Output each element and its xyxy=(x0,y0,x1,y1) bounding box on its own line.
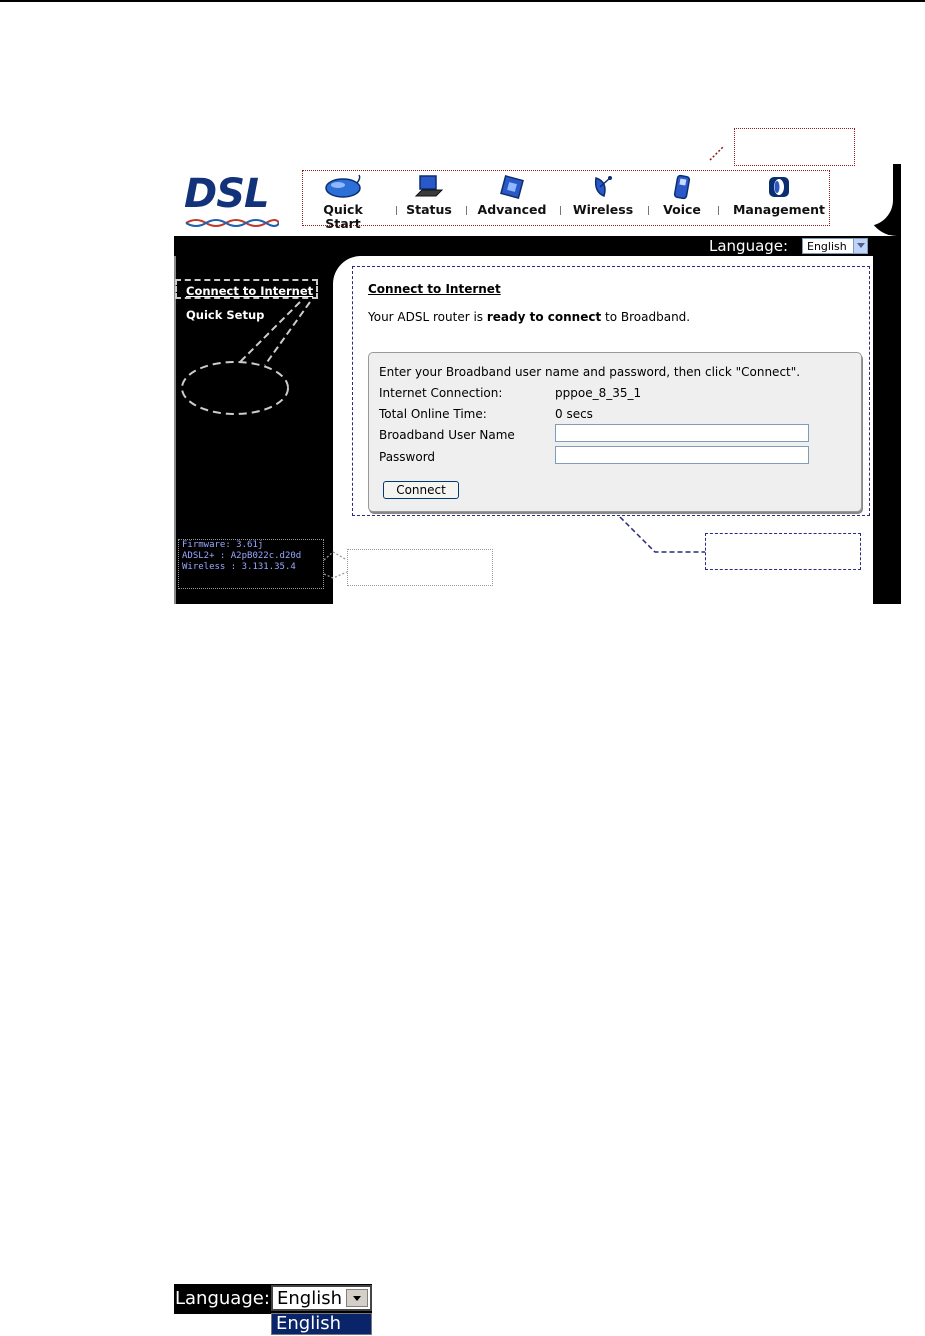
connect-button[interactable]: Connect xyxy=(383,481,459,499)
excerpt-language-option[interactable] xyxy=(271,1313,372,1335)
language-select-value: English xyxy=(807,240,847,253)
excerpt-language-select[interactable] xyxy=(271,1285,372,1311)
status-suffix: to Broadband. xyxy=(601,310,691,324)
internet-connection-value: pppoe_8_35_1 xyxy=(555,386,642,400)
firmware-version: Firmware: 3.61j xyxy=(182,540,264,550)
language-label: Language: xyxy=(709,237,789,255)
excerpt-language-label: Language: xyxy=(175,1288,270,1309)
online-time-label: Total Online Time: xyxy=(379,407,487,421)
nav-label: Status xyxy=(406,202,452,217)
nav-label: Voice xyxy=(663,202,701,217)
sidebar-item-quick-setup[interactable]: Quick Setup xyxy=(186,308,265,322)
nav-label: Advanced xyxy=(477,202,547,217)
page-title: Connect to Internet xyxy=(368,282,501,296)
form-instruction: Enter your Broadband user name and password, then click "Connect". xyxy=(379,365,801,379)
chevron-down-icon[interactable] xyxy=(346,1289,368,1307)
excerpt-language-bar xyxy=(174,1284,372,1314)
nav-label: Wireless xyxy=(572,202,634,217)
status-prefix: Your ADSL router is xyxy=(368,310,487,324)
status-bold: ready to connect xyxy=(486,310,602,324)
language-dropdown-excerpt xyxy=(174,1284,374,1336)
internet-connection-label: Internet Connection: xyxy=(379,386,503,400)
online-time-value: 0 secs xyxy=(555,407,593,421)
sidebar-item-connect-to-internet[interactable]: Connect to Internet xyxy=(186,284,314,298)
logo-text: DSL xyxy=(184,171,269,217)
nav-label: Quick Start xyxy=(323,202,363,231)
password-label: Password xyxy=(379,450,436,464)
excerpt-option-label: English xyxy=(276,1313,341,1334)
excerpt-select-value: English xyxy=(277,1288,342,1309)
wireless-version: Wireless : 3.131.35.4 xyxy=(182,562,296,572)
username-label: Broadband User Name xyxy=(379,428,515,442)
nav-label: Management xyxy=(732,202,825,217)
adsl-version: ADSL2+ : A2pB022c.d20d xyxy=(182,551,302,561)
